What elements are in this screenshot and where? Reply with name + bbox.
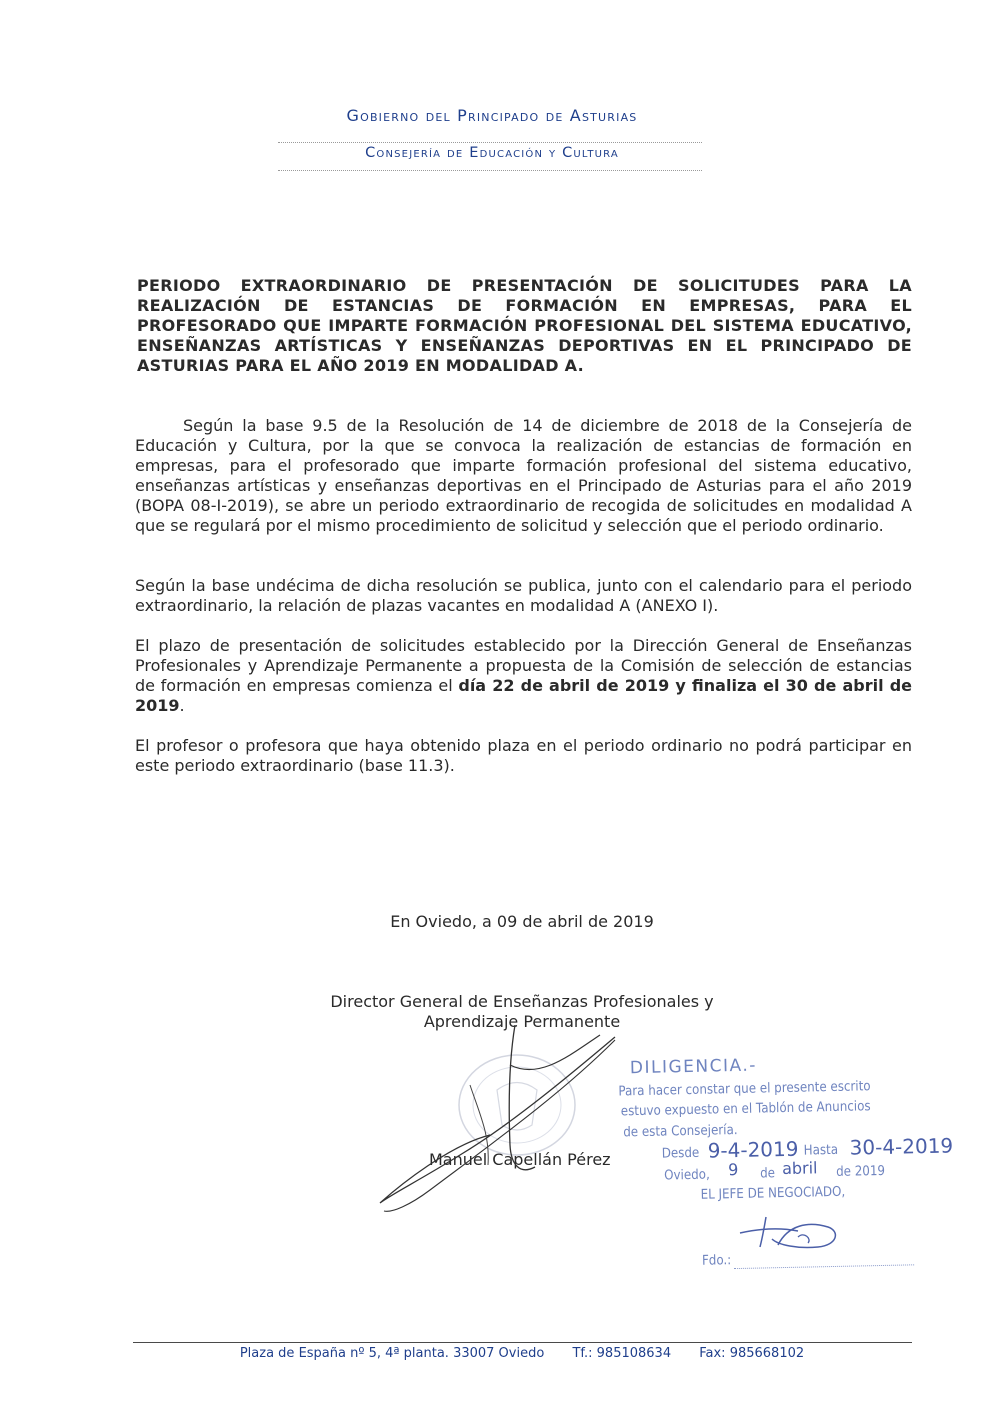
footer: [0, 1346, 1000, 1361]
paragraph-2: Según la base undécima de dicha resolución se publica, junto con el calendario para el periodo extraordinario, la relación de plazas vacantes en modalidad A (ANEXO I).: [135, 576, 912, 615]
stamp-role: EL JEFE DE NEGOCIADO,: [700, 1183, 846, 1203]
stamp-fdo-label: Fdo.:: [701, 1252, 732, 1269]
signer-role-line-1: Director General de Enseñanzas Profesionales y: [330, 992, 714, 1011]
signature-icon: [370, 1025, 630, 1215]
stamp-desde-label: Desde: [661, 1144, 700, 1162]
document-title: PERIODO EXTRAORDINARIO DE PRESENTACIÓN DE SOLICITUDES PARA LA REALIZACIÓN DE ESTANCIAS DE FORMACIÓN EN EMPRESAS, PARA EL PROFESORADO QUE IMPARTE FORMACIÓN PROFESIONAL DEL SISTEMA EDUCATIVO, ENSEÑANZAS ARTÍSTICAS Y ENSEÑANZAS DEPORTIVAS EN EL PRINCIPADO DE ASTURIAS PARA EL AÑO 2019 EN MODALIDAD A.: [137, 276, 912, 375]
paragraph-1: Según la base 9.5 de la Resolución de 14 de diciembre de 2018 de la Consejería de Educación y Cultura, por la que se convoca la realización de estancias de formación en empresas, para el profesorado que imparte formación profesional del sistema educativo, enseñanzas artísticas y enseñanzas deportivas en el Principado de Asturias para el año 2019 (BOPA 08-I-2019), se abre un periodo extraordinario de recogida de solicitudes en modalidad A que se regulará por el mismo procedimiento de solicitud y selección que el periodo ordinario.: [135, 416, 912, 535]
stamp-oviedo-label: Oviedo,: [664, 1166, 710, 1184]
stamp-hasta-value: 30-4-2019: [849, 1133, 954, 1160]
stamp-line-3: de esta Consejería.: [623, 1121, 738, 1141]
signer-role-line-2: Aprendizaje Permanente: [423, 1012, 621, 1031]
paragraph-3-dates: día 22 de abril de 2019 y finaliza el 30 de abril de 2019: [135, 676, 913, 715]
stamp-de-label: de: [760, 1165, 776, 1182]
stamp-hasta-label: Hasta: [803, 1141, 839, 1159]
paragraph-3-text: El plazo de presentación de solicitudes establecido por la Dirección General de Enseñanzas Profesionales y Aprendizaje Permanente a propuesta de la Comisión de selección de estancias de formación en empresas comienza el: [135, 636, 912, 695]
stamp-line-2: estuvo expuesto en el Tablón de Anuncios: [620, 1098, 871, 1120]
stamp-desde-value: 9-4-2019: [707, 1136, 799, 1163]
paragraph-3-end: .: [179, 696, 185, 715]
header-organization: Gobierno del Principado de Asturias: [346, 106, 638, 125]
footer-address: Plaza de España nº 5, 4ª planta. 33007 Oviedo: [239, 1346, 545, 1361]
footer-fax: Fax: 985668102: [699, 1346, 805, 1361]
footer-phone: Tf.: 985108634: [572, 1346, 672, 1361]
stamp-month-value: abril: [781, 1158, 818, 1179]
header-divider: [278, 142, 702, 143]
stamp-signature-icon: [738, 1215, 848, 1255]
place-date: En Oviedo, a 09 de abril de 2019: [390, 912, 654, 931]
stamp-day-value: 9: [727, 1159, 739, 1180]
paragraph-3: [135, 636, 912, 716]
stamp-title: DILIGENCIA.-: [629, 1055, 758, 1079]
stamp-line-1: Para hacer constar que el presente escrito: [618, 1078, 871, 1100]
stamp-fdo-line: [734, 1264, 914, 1269]
header-department: Consejería de Educación y Cultura: [365, 145, 619, 161]
footer-divider: [133, 1342, 912, 1343]
header-divider-bottom: [278, 170, 702, 171]
paragraph-4: El profesor o profesora que haya obtenido plaza en el periodo ordinario no podrá participar en este periodo extraordinario (base 11.3).: [135, 736, 912, 775]
stamp-year-label: de 2019: [835, 1162, 886, 1180]
signer-name: Manuel Capellán Pérez: [429, 1150, 611, 1169]
